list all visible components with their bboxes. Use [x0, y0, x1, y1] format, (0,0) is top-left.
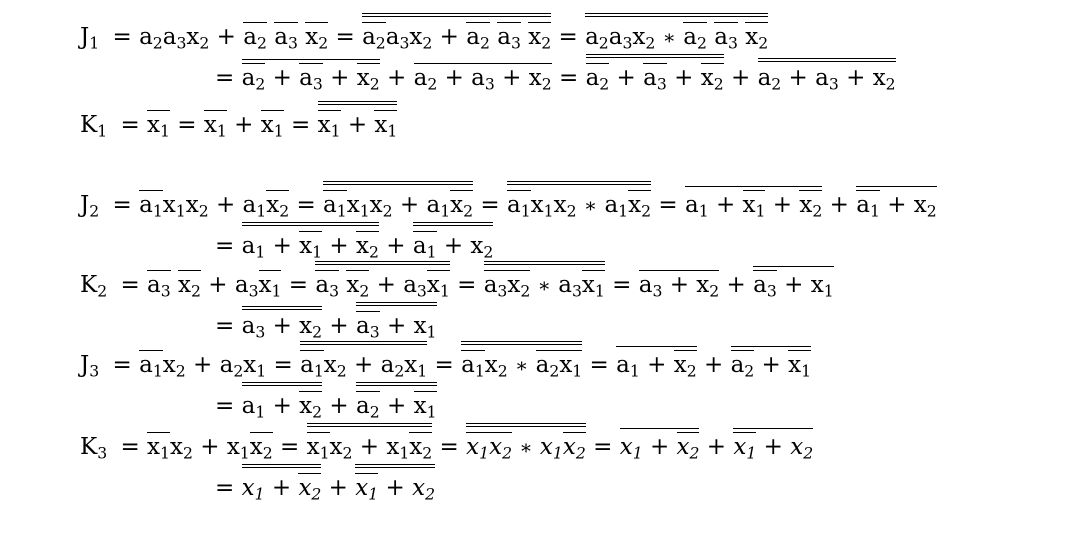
equation-K3-line-2: = $x_1 + x_2 + x_1 + x_2$ — [0, 465, 1089, 505]
equation-K3-line-1: $K_3 = x_1x_2 + x_1x_2 = x_1x_2 + x_1x_2 = x_1x_2$ ∗ $x_1x_2 = x_1 + x_2 + x_1 + x_2$ — [0, 424, 1089, 465]
J2-label: $J_2$ — [80, 192, 100, 221]
equation-J1-line-1: $J_1 = a_2a_3x_2 + a_2$ $a_3$ $x_2 = a_2a_3x_2 + a_2$ $a_3$ $x_2 = a_2a_3x_2$ ∗ $a_2$ $a_3$ $x_2$ — [0, 14, 1089, 55]
equation-block-K3 — [0, 424, 1089, 505]
K3-label: $K_3$ — [80, 434, 108, 463]
J3-label: $J_3$ — [80, 352, 100, 381]
equation-K2-line-1: $K_2 = a_3$ $x_2 + a_3x_1 = a_3$ $x_2 + a_3x_1 = a_3x_2$ ∗ $a_3x_1 = a_3 + x_2 + a_3 + x_1$ — [0, 262, 1089, 303]
equation-J3-line-2: = $a_1 + x_2 + a_2 + x_1$ — [0, 383, 1089, 423]
K2-label: $K_2$ — [80, 272, 108, 301]
equation-J3-line-1: $J_3 = a_1x_2 + a_2x_1 = a_1x_2 + a_2x_1 = a_1x_2$ ∗ $a_2x_1 = a_1 + x_2 + a_2 + x_1$ — [0, 342, 1089, 383]
equation-J2-line-2: = $a_1 + x_1 + x_2 + a_1 + x_2$ — [0, 223, 1089, 263]
K1-label: $K_1$ — [80, 112, 108, 141]
equation-K1-line-1: $K_1 = x_1 = x_1 + x_1 = x_1 + x_1$ — [0, 102, 1089, 143]
equation-block-K2 — [0, 262, 1089, 343]
equation-J2-line-1: $J_2 = a_1x_1x_2 + a_1x_2 = a_1x_1x_2 + a_1x_2 = a_1x_1x_2$ ∗ $a_1x_2 = a_1 + x_1 + x_2 + a_1 + x_2$ — [0, 182, 1089, 223]
equation-block-J3 — [0, 342, 1089, 423]
equation-block-J1 — [0, 14, 1089, 95]
equation-block-K1 — [0, 102, 1089, 143]
equation-K2-line-2: = $a_3 + x_2 + a_3 + x_1$ — [0, 303, 1089, 343]
J1-label: $J_1$ — [80, 24, 100, 53]
equation-block-J2 — [0, 182, 1089, 263]
equation-J1-line-2: = $a_2 + a_3 + x_2 + a_2 + a_3 + x_2 = a_2 + a_3 + x_2 + a_2 + a_3 + x_2$ — [0, 55, 1089, 95]
